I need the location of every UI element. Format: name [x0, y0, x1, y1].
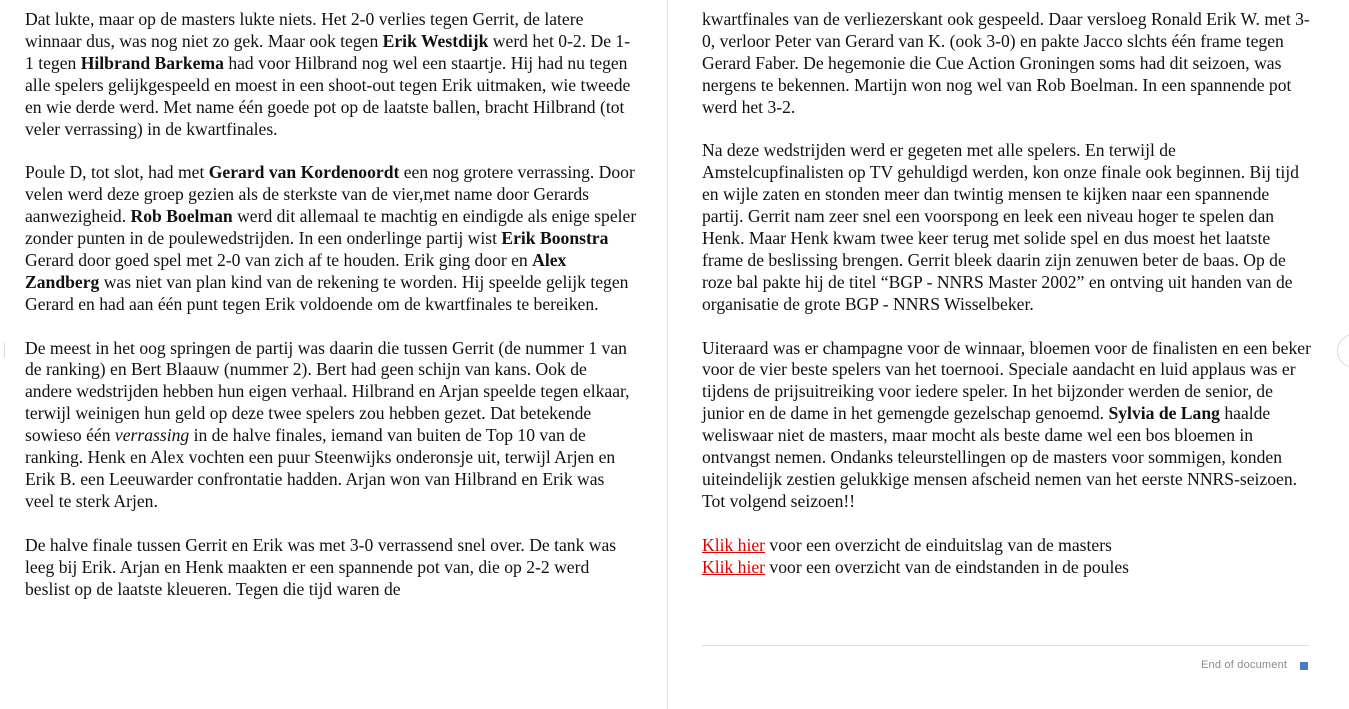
- bold-name: Sylvia de Lang: [1108, 403, 1220, 424]
- text-run: haalde weliswaar niet de masters, maar mocht als beste dame wel een bos bloemen in ontvangst nemen. Ondanks teleurstellingen op de masters voor sommigen, konden uiteindelijk zestien gelukkige mensen afscheid nemen van het eerste NNRS-seizoen. Tot volgend seizoen!!: [702, 403, 1298, 511]
- text-run: in de halve finales, iemand van buiten de Top 10 van de ranking. Henk en Alex vochten een puur Steenwijks onderonsje uit, terwijl Arjen en Erik B. een Leeuwarder confrontatie hadden. Arjan won van Hilbrand en Erik was veel te sterk Arjen.: [25, 425, 616, 511]
- links-block: [702, 535, 1314, 579]
- text-run: werd dit allemaal te machtig en eindigde als enige speler zonder punten in de poulewedstrijden. In een onderlinge partij wist: [25, 206, 637, 249]
- paragraph: [702, 9, 1314, 119]
- bold-name: Gerard van Kordenoordt: [208, 162, 400, 183]
- text-run: Dat lukte, maar op de masters lukte niets. Het 2-0 verlies tegen Gerrit, de latere winnaar dus, was nog niet zo gek. Maar ook tegen: [25, 9, 584, 51]
- text-run: was niet van plan kind van de rekening te worden. Hij speelde gelijk tegen Gerard en had aan één punt tegen Erik voldoende om de kwartfinales te bereiken.: [25, 271, 629, 314]
- bold-name: Erik Westdijk: [382, 30, 489, 51]
- left-text-column: [25, 9, 637, 622]
- bold-name: Erik Boonstra: [501, 228, 609, 249]
- text-run: werd het 0-2. De 1-1 tegen: [25, 30, 631, 73]
- text-run: kwartfinales van de verliezerskant ook gespeeld. Daar versloeg Ronald Erik W. met 3-0, verloor Peter van Gerard van K. (ook 3-0) en pakte Jacco slchts één frame tegen Gerard Faber. De hegemonie die Cue Action Groningen soms had dit seizoen, was nergens te bekennen. Martijn won nog wel van Rob Boelman. In een spannende pot werd het 3-2.: [702, 9, 1310, 117]
- previous-page-edge[interactable]: [0, 343, 5, 357]
- link-description: voor een overzicht van de eindstanden in de poules: [765, 556, 1130, 577]
- text-run: had voor Hilbrand nog wel een staartje. Hij had nu tegen alle spelers gelijkgespeeld en moest in een shoot-out tegen Erik uitmaken, wie tweede en wie derde werd. Met name één goede pot op de laatste ballen, bracht Hilbrand (tot veler verrassing) in de kwartfinales.: [25, 52, 631, 139]
- paragraph: [25, 162, 637, 315]
- link-eindstanden[interactable]: Klik hier: [702, 556, 766, 577]
- right-text-column: [702, 9, 1314, 579]
- paragraph: [25, 9, 637, 140]
- bold-name: Rob Boelman: [130, 206, 233, 227]
- paragraph: [25, 535, 637, 601]
- link-line-poules: [702, 557, 1314, 579]
- paragraph: [702, 338, 1314, 513]
- text-run: een nog grotere verrassing. Door velen werd deze groep gezien als de sterkste van de vier,met name door Gerards aanwezigheid.: [25, 162, 635, 227]
- bold-name: Hilbrand Barkema: [80, 52, 224, 73]
- next-page-button[interactable]: [1337, 334, 1349, 368]
- italic-text: verrassing: [114, 425, 190, 446]
- bold-name: Alex Zandberg: [25, 249, 567, 292]
- link-line-masters: [702, 535, 1314, 557]
- link-description: voor een overzicht de einduitslag van de masters: [765, 534, 1112, 555]
- column-divider: [667, 0, 668, 709]
- end-of-document-marker-icon: [1300, 662, 1308, 670]
- text-run: Poule D, tot slot, had met: [25, 162, 209, 183]
- text-run: Na deze wedstrijden werd er gegeten met alle spelers. En terwijl de Amstelcupfinalisten op TV gehuldigd werden, kon onze finale ook beginnen. Bij tijd en wijle zaten en stonden meer dan twintig mensen te kijken naar een spannende partij. Gerrit nam zeer snel een voorspong en leek een niveau hoger te spelen dan Henk. Maar Henk kwam twee keer terug met solide spel en dus moest het laatste frame de beslissing brengen. Gerrit bleek daarin zijn zenuwen beter de baas. Op de roze bal pakte hij de titel “BGP - NNRS Master 2002” en ontving uit handen van de organisatie de grote BGP - NNRS Wisselbeker.: [702, 140, 1299, 314]
- text-run: Gerard door goed spel met 2-0 van zich af te houden. Erik ging door en: [25, 249, 533, 270]
- paragraph: [25, 338, 637, 513]
- link-einduitslag[interactable]: Klik hier: [702, 534, 766, 555]
- text-run: De meest in het oog springen de partij was daarin die tussen Gerrit (de nummer 1 van de ranking) en Bert Blaauw (nummer 2). Bert had geen schijn van kans. Ook de andere wedstrijden hebben hun eigen verhaal. Hilbrand en Arjan speelde tegen elkaar, terwijl weinigen hun geld op deze twee spelers zou hebben gezet. Dat betekende sowieso één: [25, 337, 630, 446]
- paragraph: [702, 140, 1314, 315]
- end-of-document-rule: [702, 645, 1309, 646]
- end-of-document-label: End of document: [1201, 659, 1288, 671]
- text-run: Uiteraard was er champagne voor de winnaar, bloemen voor de finalisten en een beker voor de vier beste spelers van het toernooi. Speciale aandacht en luid applaus was er tijdens de prijsuitreiking voor iedere speler. In het bijzonder werden de senior, de junior en de dame in het gemengde gezelschap genoemd.: [702, 337, 1311, 424]
- text-run: De halve finale tussen Gerrit en Erik was met 3-0 verrassend snel over. De tank was leeg bij Erik. Arjan en Henk maakten er een spannende pot van, die op 2-2 werd beslist op de laatste kleueren. Tegen die tijd waren de: [25, 534, 617, 599]
